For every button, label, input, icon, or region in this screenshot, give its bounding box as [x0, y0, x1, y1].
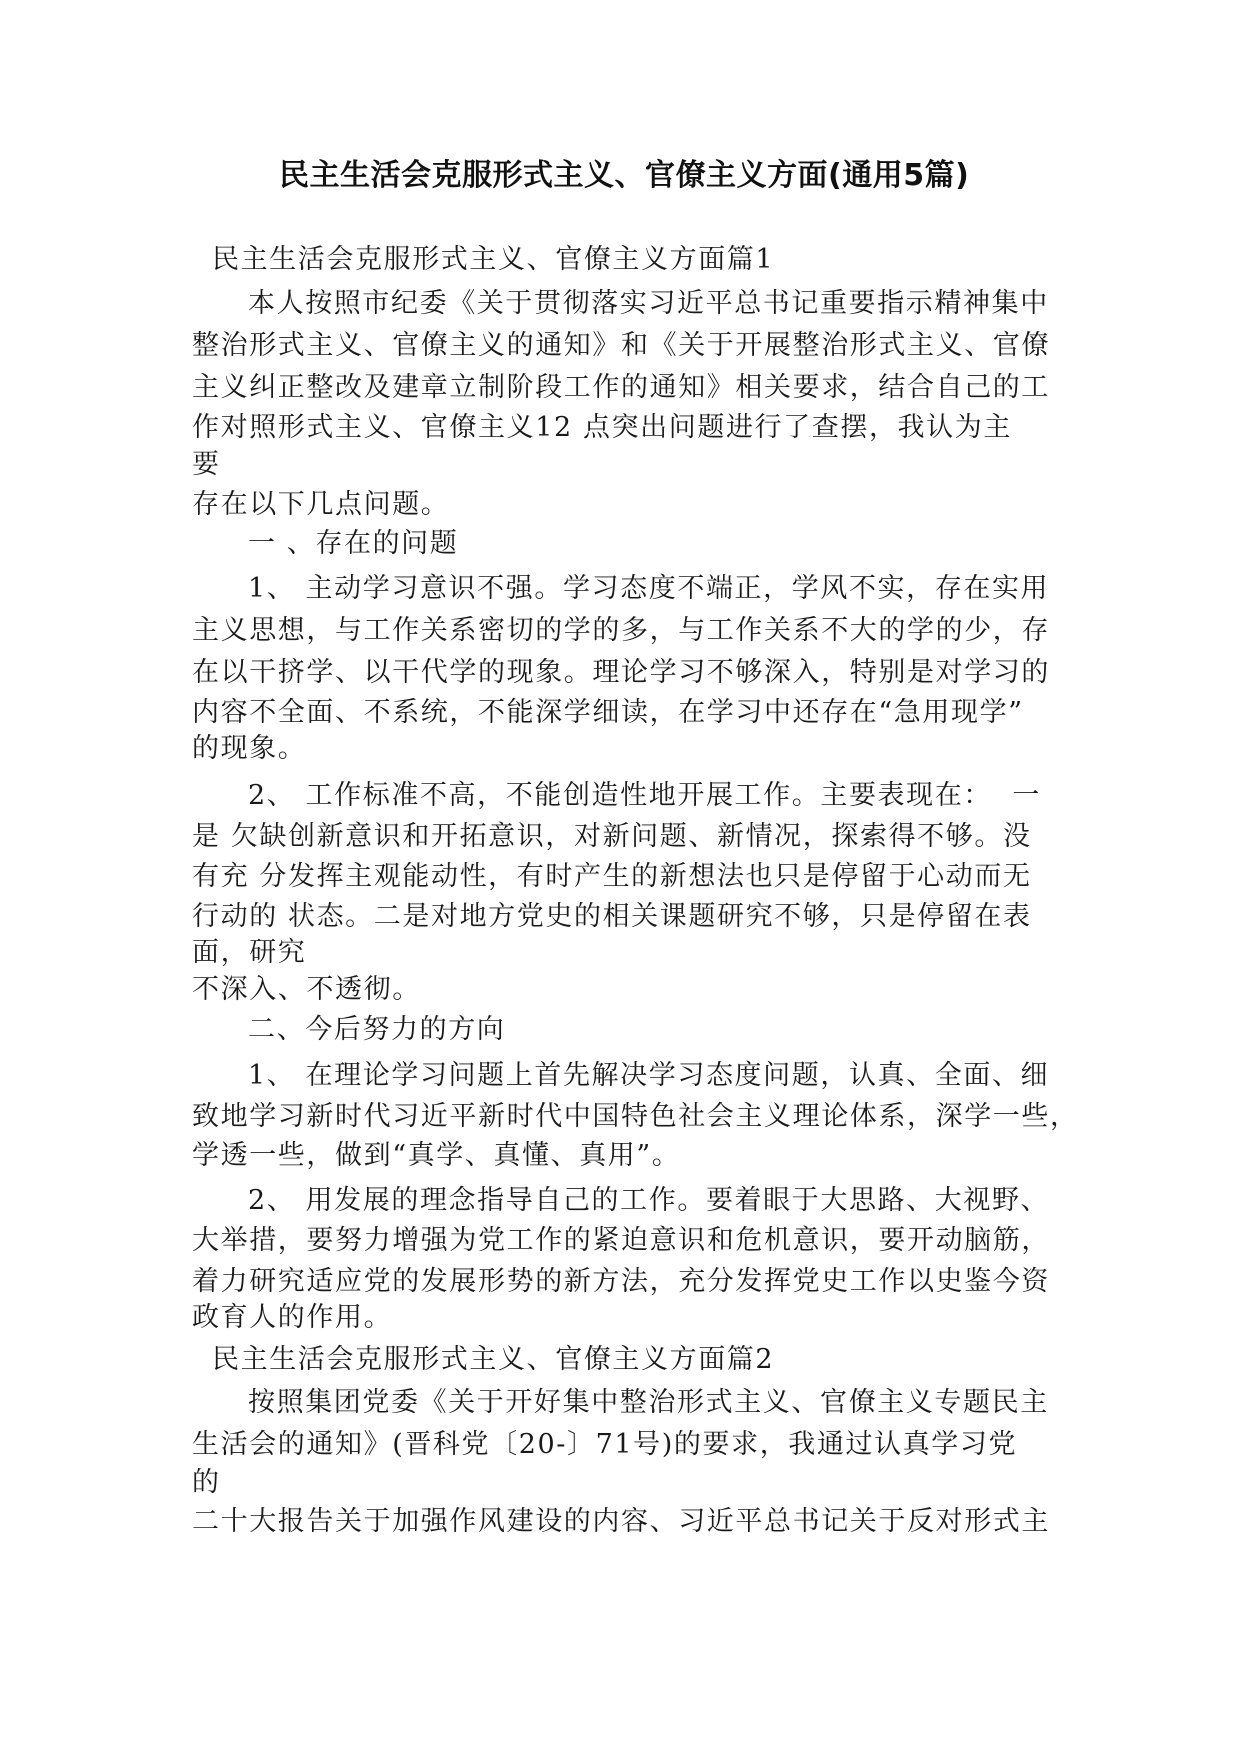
document-title: 民主生活会克服形式主义、官僚主义方面(通用5篇)	[279, 158, 970, 193]
paragraph-line: 整治形式主义、官僚主义的通知》和《关于开展整治形式主义、官僚	[192, 330, 1050, 361]
section-heading: 一 、存在的问题	[248, 528, 459, 559]
paragraph-line: 有充 分发挥主观能动性，有时产生的新想法也只是停留于心动而无	[192, 861, 1032, 892]
paragraph-line: 着力研究适应党的发展形势的新方法，充分发挥党史工作以史鉴今资	[192, 1266, 1050, 1297]
paragraph-line: 面，研究	[192, 937, 307, 968]
paragraph-line: 的现象。	[192, 733, 307, 764]
paragraph-line: 生活会的通知》(晋科党〔20-〕71号)的要求，我通过认真学习党	[192, 1429, 1018, 1460]
paragraph-line: 是 欠缺创新意识和开拓意识，对新问题、新情况，探索得不够。没	[192, 821, 1032, 852]
paragraph-line: 行动的 状态。二是对地方党史的相关课题研究不够，只是停留在表	[192, 901, 1032, 932]
paragraph-line: 1、 在理论学习问题上首先解决学习态度问题，认真、全面、细	[248, 1060, 1050, 1091]
article-heading: 民主生活会克服形式主义、官僚主义方面篇2	[212, 1344, 775, 1375]
paragraph-line: 本人按照市纪委《关于贯彻落实习近平总书记重要指示精神集中	[248, 288, 1049, 319]
paragraph-line: 学透一些，做到“真学、真懂、真用”。	[192, 1140, 681, 1171]
paragraph-line: 作对照形式主义、官僚主义12 点突出问题进行了查摆，我认为主	[192, 412, 1012, 443]
article-heading: 民主生活会克服形式主义、官僚主义方面篇1	[212, 244, 775, 275]
paragraph-line: 内容不全面、不系统，不能深学细读，在学习中还存在“急用现学”	[192, 697, 1024, 728]
paragraph-line: 政育人的作用。	[192, 1302, 393, 1333]
paragraph-line: 大举措，要努力增强为党工作的紧迫意识和危机意识，要开动脑筋，	[192, 1225, 1050, 1256]
paragraph-line: 不深入、不透彻。	[192, 974, 421, 1005]
paragraph-line: 2、 工作标准不高，不能创造性地开展工作。主要表现在： 一	[248, 780, 1041, 811]
paragraph-line: 在以干挤学、以干代学的现象。理论学习不够深入，特别是对学习的	[192, 657, 1050, 688]
paragraph-line: 要	[192, 449, 221, 480]
paragraph-line: 存在以下几点问题。	[192, 489, 450, 520]
paragraph-line: 2、 用发展的理念指导自己的工作。要着眼于大思路、大视野、	[248, 1185, 1050, 1216]
paragraph-line: 的	[192, 1467, 221, 1498]
section-heading: 二、今后努力的方向	[248, 1014, 506, 1045]
paragraph-line: 主义思想，与工作关系密切的学的多，与工作关系不大的学的少，存	[192, 615, 1050, 646]
paragraph-line: 按照集团党委《关于开好集中整治形式主义、官僚主义专题民主	[248, 1387, 1049, 1418]
paragraph-line: 二十大报告关于加强作风建设的内容、习近平总书记关于反对形式主	[192, 1506, 1050, 1537]
paragraph-line: 致地学习新时代习近平新时代中国特色社会主义理论体系，深学一些，	[192, 1101, 1079, 1132]
paragraph-line: 1、 主动学习意识不强。学习态度不端正，学风不实，存在实用	[248, 573, 1050, 604]
paragraph-line: 主义纠正整改及建章立制阶段工作的通知》相关要求，结合自己的工	[192, 372, 1050, 403]
